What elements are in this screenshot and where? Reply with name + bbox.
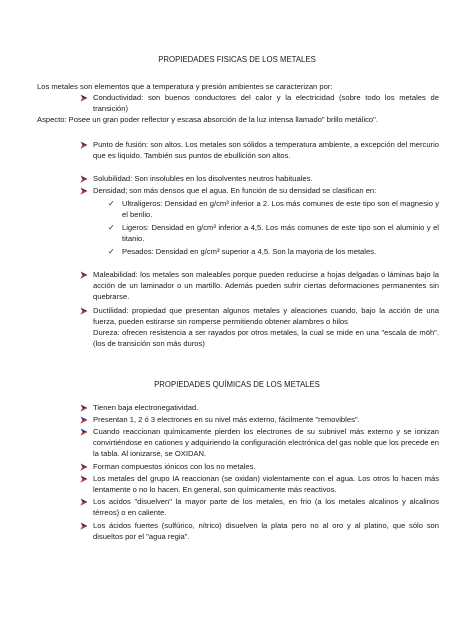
quimica-item-2: Presentan 1, 2 ó 3 electrones en su nivel más externo, fácilmente "removibles". bbox=[93, 415, 360, 424]
quimica-item-1: Tienen baja electronegatividad. bbox=[93, 403, 199, 412]
check-mark-icon: ✓ bbox=[108, 199, 115, 208]
pesados-text: Pesados: Densidad en g/cm³ superior a 4,5. Son la mayoria de los metales. bbox=[122, 247, 377, 256]
check-mark-icon: ✓ bbox=[108, 223, 115, 232]
arrow-bullet-icon bbox=[80, 428, 88, 436]
dureza-text: Dureza: ofrecen resistencia a ser rayados por otros metales, la cual se mide en una "escala de möh".(los de transición son más duros) bbox=[93, 328, 439, 348]
quimica-item-3: Cuando reaccionan químicamente pierden los electrones de su subnivel más externo y se ionizan convirtiéndose en cationes y adquiriendo la configuración electrónica del gas noble que los precede en la tabla. Al ionizarse, se OXIDAN. bbox=[93, 427, 439, 458]
arrow-bullet-icon bbox=[80, 307, 88, 315]
aspecto-text: Aspecto: Posee un gran poder reflector y escasa absorción de la luz intensa llamado" brillo metálico". bbox=[37, 115, 378, 124]
ductilidad-text: Ductilidad: propiedad que presentan algunos metales y aleaciones cuando, bajo la acción de una fuerza, pueden estirarse sin romperse permitiendo obtener alambres o hilos bbox=[93, 306, 439, 326]
arrow-bullet-icon bbox=[80, 416, 88, 424]
arrow-bullet-icon bbox=[80, 187, 88, 195]
quimica-item-7: Los ácidos fuertes (sulfúrico, nítrico) disuelven la plata pero no al oro y al platino, que sólo son disueltos por el "agua regia". bbox=[93, 521, 439, 541]
arrow-bullet-icon bbox=[80, 271, 88, 279]
arrow-bullet-icon bbox=[80, 175, 88, 183]
quimica-item-6: Los acidos "disuelven" la mayor parte de los metales, en frio (a los metales alcalinos y alcalinos térreos) o en caliente. bbox=[93, 497, 439, 517]
arrow-bullet-icon bbox=[80, 463, 88, 471]
arrow-bullet-icon bbox=[80, 475, 88, 483]
arrow-bullet-icon bbox=[80, 498, 88, 506]
fusion-text: Punto de fusión: son altos. Los metales son sólidos a temperatura ambiente, a excepción del mercurio que es liquido. También sus puntos de ebullición son altos. bbox=[93, 140, 439, 160]
arrow-bullet-icon bbox=[80, 404, 88, 412]
quimica-item-5: Los metales del grupo IA reaccionan (se oxidan) violentamente con el agua. Los otros lo hacen más lentamente o no lo hacen. En general, son químicamente más reactivos. bbox=[93, 474, 439, 494]
title-chemical-properties: PROPIEDADES QUÍMICAS DE LOS METALES bbox=[154, 380, 320, 389]
densidad-text: Densidad; son más densos que el agua. En función de su densidad se clasifican en: bbox=[93, 186, 377, 195]
maleabilidad-text: Maleabilidad: los metales son maleables porque pueden reducirse a hojas delgadas o láminas bajo la acción de un laminador o un martillo. Además pueden sufrir ciertas deformaciones permanentes sin quebrarse. bbox=[93, 270, 439, 301]
conductividad-text: Conductividad: son buenos conductores del calor y la electricidad (sobre todo los metales de transición) bbox=[93, 93, 439, 113]
arrow-bullet-icon bbox=[80, 522, 88, 530]
title-physical-properties: PROPIEDADES FISICAS DE LOS METALES bbox=[158, 55, 316, 64]
ligeros-text: Ligeros: Densidad en g/cm³ inferior a 4,5. Los más comunes de este tipo son el aluminio y el titanio. bbox=[122, 223, 439, 243]
quimica-item-4: Forman compuestos iónicos con los no metales. bbox=[93, 462, 256, 471]
arrow-bullet-icon bbox=[80, 141, 88, 149]
arrow-bullet-icon bbox=[80, 94, 88, 102]
intro-text: Los metales son elementos que a temperatura y presión ambientes se caracterizan por: bbox=[37, 82, 333, 91]
ultraligeros-text: Ultraligeros: Densidad en g/cm³ inferior a 2. Los más comunes de este tipo son el magnesio y el berilio. bbox=[122, 199, 439, 219]
check-mark-icon: ✓ bbox=[108, 247, 115, 256]
solubilidad-text: Solubilidad: Son insolubles en los disolventes neutros habituales. bbox=[93, 174, 313, 183]
